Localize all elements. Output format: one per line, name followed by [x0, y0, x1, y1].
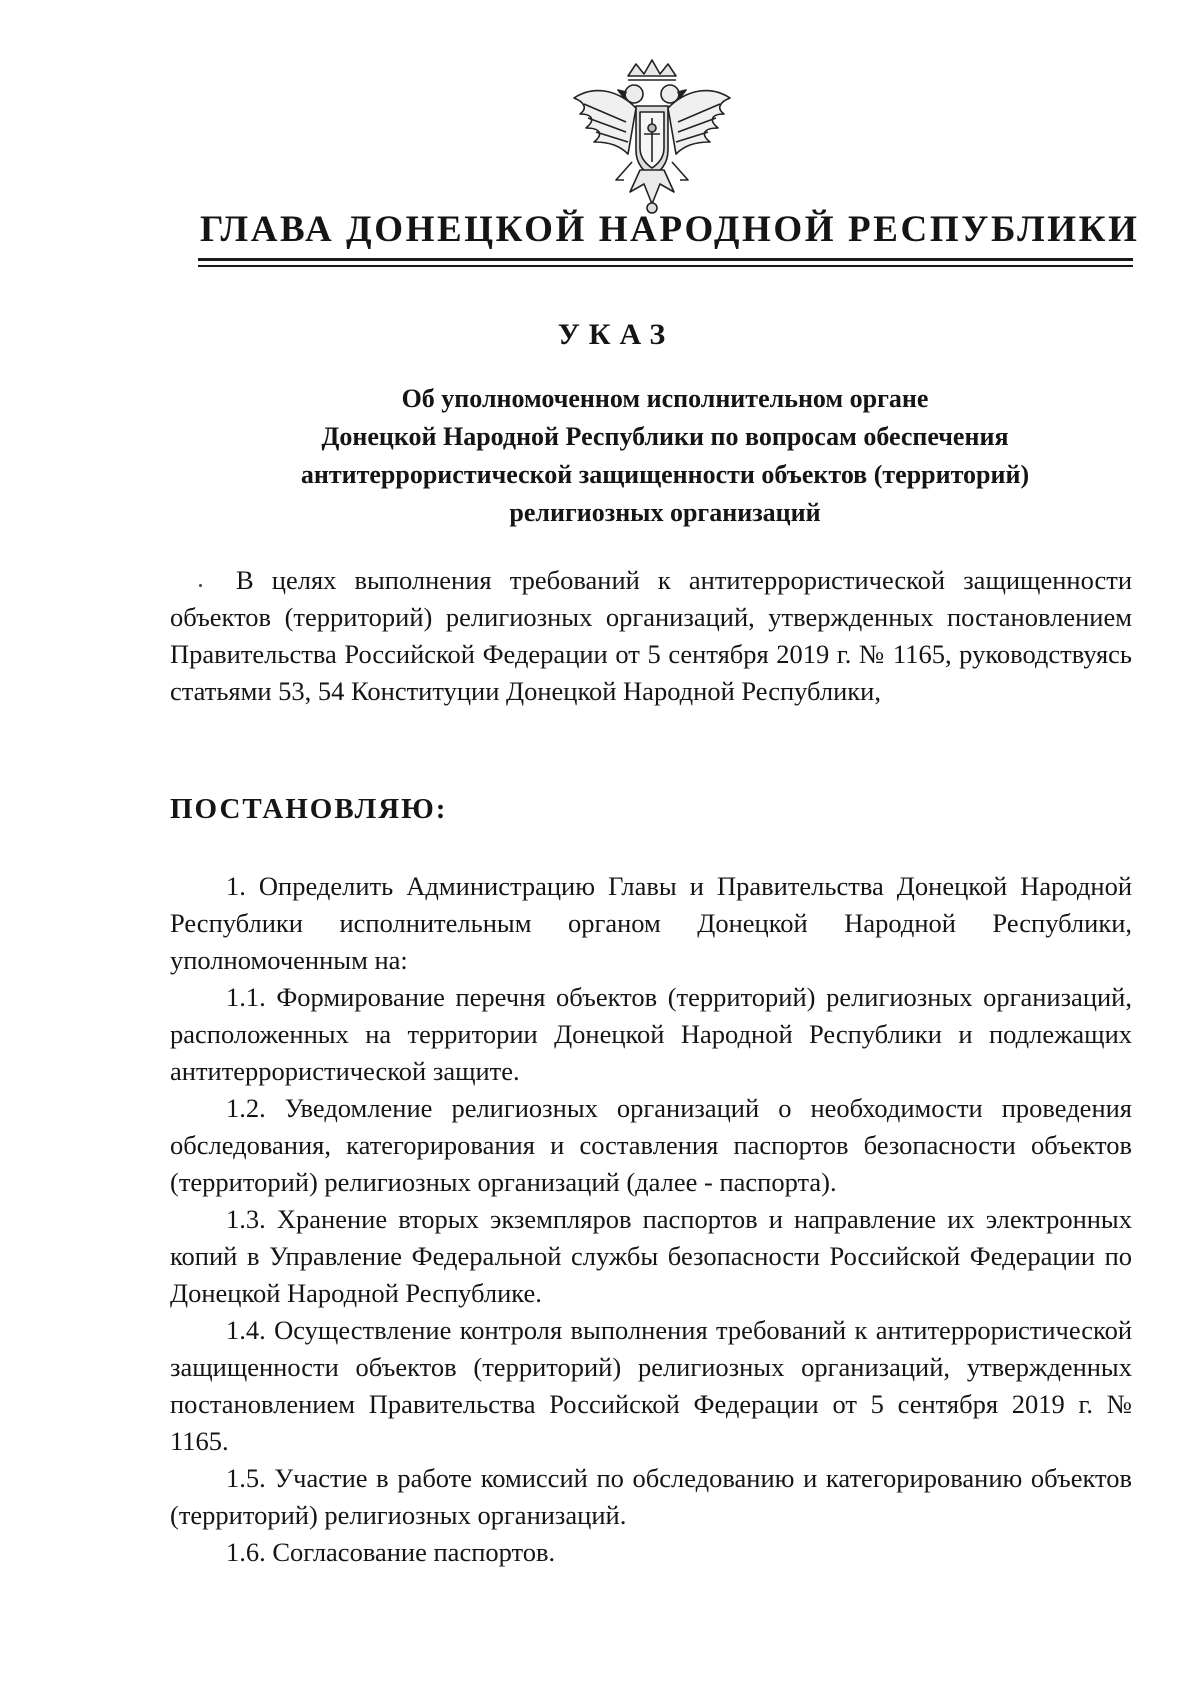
resolution-heading: ПОСТАНОВЛЯЮ:	[170, 793, 448, 825]
subject-line: Об уполномоченном исполнительном органе	[401, 384, 929, 413]
subject-line: религиозных организаций	[509, 498, 821, 527]
preamble-paragraph: В целях выполнения требований к антитеррористической защищенности объектов (территорий) религиозных организаций, утвержденных постановлением Правительства Российской Федерации от 5 сентября 2019 г. № 1165, руководствуясь статьями 53, 54 Конституции Донецкой Народной Республики,	[170, 565, 1132, 706]
issuing-authority: ГЛАВА ДОНЕЦКОЙ НАРОДНОЙ РЕСПУБЛИКИ	[200, 209, 1140, 250]
coat-of-arms-icon	[566, 58, 738, 216]
document-type: УКАЗ	[557, 318, 675, 351]
decree-subject	[200, 380, 1130, 532]
decree-item-1-2: 1.2. Уведомление религиозных организаций о необходимости проведения обследования, категорирования и составления паспортов безопасности объектов (территорий) религиозных организаций (далее - паспорта).	[170, 1093, 1132, 1197]
decree-item-1: 1. Определить Администрацию Главы и Правительства Донецкой Народной Республики исполнительным органом Донецкой Народной Республики, уполномоченным на:	[170, 871, 1132, 975]
decree-item-1-3: 1.3. Хранение вторых экземпляров паспортов и направление их электронных копий в Управление Федеральной службы безопасности Российской Федерации по Донецкой Народной Республике.	[170, 1204, 1132, 1308]
decree-items	[170, 868, 1132, 1571]
decree-item-1-1: 1.1. Формирование перечня объектов (территорий) религиозных организаций, расположенных на территории Донецкой Народной Республики и подлежащих антитеррористической защите.	[170, 982, 1132, 1086]
subject-line: Донецкой Народной Республики по вопросам обеспечения	[321, 422, 1009, 451]
subject-line: антитеррористической защищенности объектов (территорий)	[300, 460, 1030, 489]
header-divider	[198, 258, 1133, 270]
decree-item-1-5: 1.5. Участие в работе комиссий по обследованию и категорированию объектов (территорий) религиозных организаций.	[170, 1463, 1132, 1530]
decree-item-1-4: 1.4. Осуществление контроля выполнения требований к антитеррористической защищенности объектов (территорий) религиозных организаций, утвержденных постановлением Правительства Российской Федерации от 5 сентября 2019 г. № 1165.	[170, 1315, 1132, 1456]
decree-item-1-6: 1.6. Согласование паспортов.	[226, 1537, 556, 1567]
